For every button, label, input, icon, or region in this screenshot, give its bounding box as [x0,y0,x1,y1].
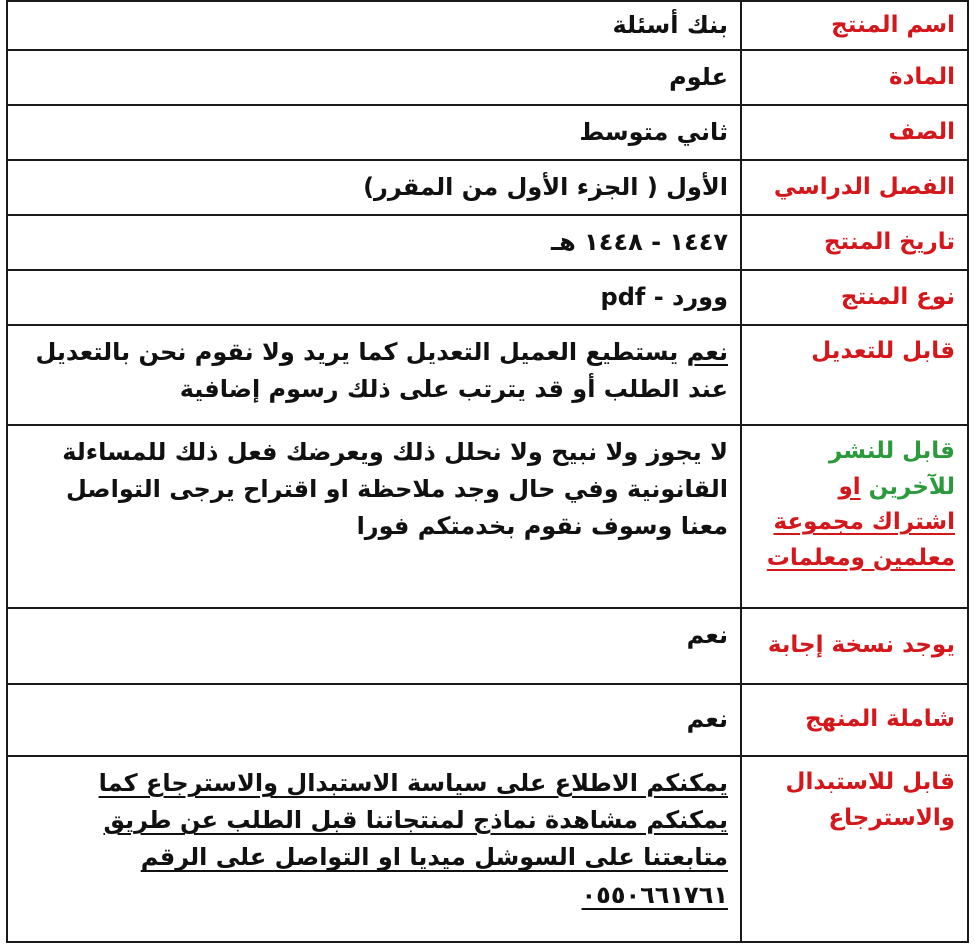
label-publishing-or: او [838,473,861,500]
label-curriculum: شاملة المنهج [741,684,968,756]
row-product-name [7,1,968,50]
label-grade: الصف [741,105,968,160]
label-answer-key: يوجد نسخة إجابة [741,608,968,684]
row-publishing [7,425,968,608]
row-product-date [7,215,968,270]
value-answer-key: نعم [7,608,741,684]
row-editable [7,325,968,425]
value-return-policy[interactable]: يمكنكم الاطلاع على سياسة الاستبدال والاسترجاع كما يمكنكم مشاهدة نماذج لمنتجاتنا قبل الطلب عن طريق متابعتنا على السوشل ميديا او التواصل على الرقم ٠٥٥٠٦٦١٧٦١ [7,756,741,942]
value-subject: علوم [7,50,741,105]
row-subject [7,50,968,105]
row-return-policy [7,756,968,942]
label-product-type: نوع المنتج [741,270,968,325]
label-return-policy: قابل للاستبدال والاسترجاع [741,756,968,942]
label-semester: الفصل الدراسي [741,160,968,215]
product-spec-table [6,0,969,943]
value-semester: الأول ( الجزء الأول من المقرر) [7,160,741,215]
label-publishing-green: قابل للنشر للآخرين [829,438,955,500]
value-product-type: وورد - pdf [7,270,741,325]
label-product-name: اسم المنتج [741,1,968,50]
row-curriculum [7,684,968,756]
row-answer-key [7,608,968,684]
row-grade [7,105,968,160]
value-publishing: لا يجوز ولا نبيح ولا نحلل ذلك ويعرضك فعل ذلك للمساءلة القانونية وفي حال وجد ملاحظة او اقتراح يرجى التواصل معنا وسوف نقوم بخدمتكم فورا [7,425,741,608]
value-grade: ثاني متوسط [7,105,741,160]
row-product-type [7,270,968,325]
value-curriculum: نعم [7,684,741,756]
editable-detail: يستطيع العميل التعديل كما يريد ولا نقوم نحن بالتعديل عند الطلب أو قد يترتب على ذلك رسوم إضافية [35,338,728,404]
label-subject: المادة [741,50,968,105]
label-product-date: تاريخ المنتج [741,215,968,270]
row-semester [7,160,968,215]
editable-yes: نعم [686,338,728,366]
label-publishing-group: اشتراك مجموعة معلمين ومعلمات [766,509,955,571]
label-editable: قابل للتعديل [741,325,968,425]
value-editable [7,325,741,425]
label-publishing [741,425,968,608]
value-product-date: ١٤٤٧ - ١٤٤٨ هـ [7,215,741,270]
value-product-name: بنك أسئلة [7,1,741,50]
